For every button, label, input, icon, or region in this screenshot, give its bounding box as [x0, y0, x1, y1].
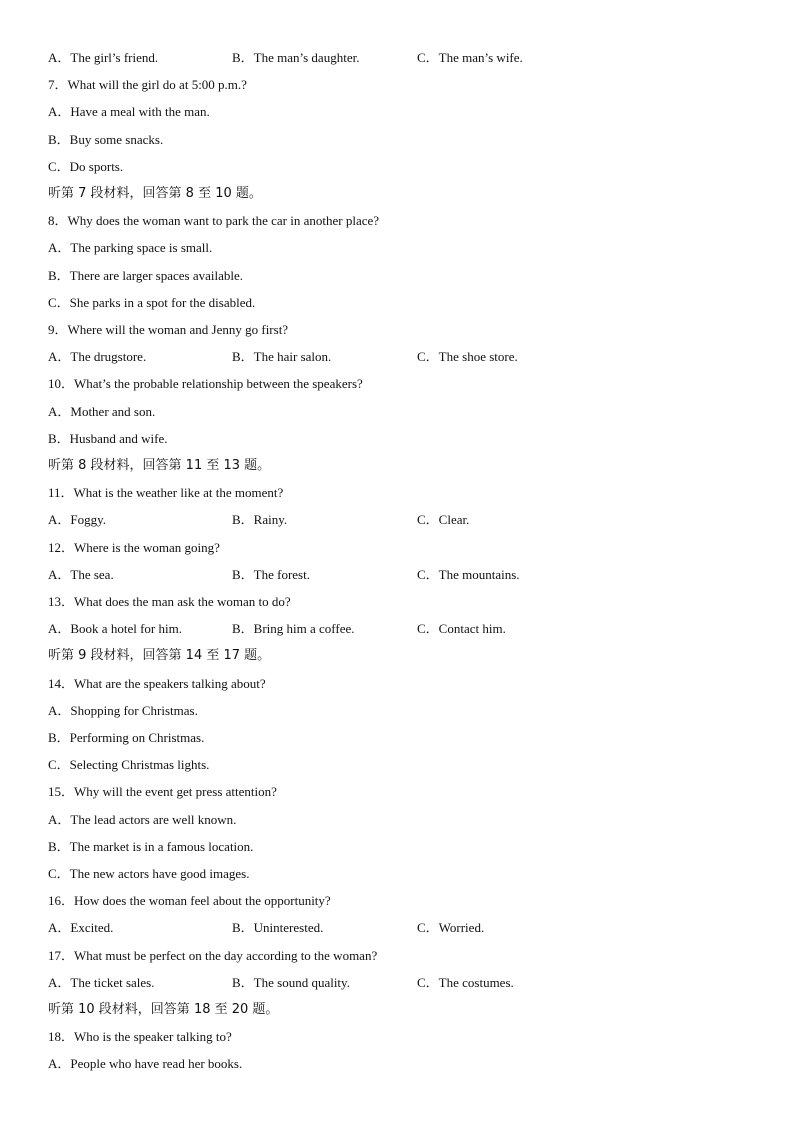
- option-c: C．The shoe store.: [417, 349, 518, 365]
- question-11: 11．What is the weather like at the moment?: [48, 485, 284, 501]
- option-b: B．The forest.: [232, 566, 310, 582]
- option-b: B．The hair salon.: [232, 349, 332, 365]
- question-9: 9．Where will the woman and Jenny go first?: [48, 322, 289, 337]
- option-line: B．Husband and wife.: [48, 430, 168, 446]
- option-line: C．The new actors have good images.: [48, 866, 250, 881]
- option-b: B．The sound quality.: [232, 974, 350, 990]
- option-b: B．Uninterested.: [232, 920, 324, 936]
- option-b: B．The man’s daughter.: [232, 50, 360, 65]
- question-10: 10．What’s the probable relationship between the speakers?: [48, 376, 363, 392]
- option-c: C．The costumes.: [417, 974, 514, 990]
- section-heading: 听第 7 段材料，回答第 8 至 10 题。: [48, 186, 262, 201]
- option-a: A．The sea.: [48, 566, 114, 582]
- option-c: C．Contact him.: [417, 621, 506, 637]
- option-a: A．Excited.: [48, 920, 114, 936]
- question-8: 8．Why does the woman want to park the car in another place?: [48, 213, 380, 229]
- option-b: B．Rainy.: [232, 512, 288, 528]
- option-c: C．The man’s wife.: [417, 50, 523, 65]
- question-15: 15．Why will the event get press attention?: [48, 784, 277, 800]
- option-a: A．Foggy.: [48, 512, 107, 528]
- option-line: C．Do sports.: [48, 158, 124, 174]
- option-line: B．Performing on Christmas.: [48, 730, 205, 745]
- option-a: A．The drugstore.: [48, 349, 147, 365]
- question-13: 13．What does the man ask the woman to do?: [48, 594, 291, 609]
- option-c: C．Clear.: [417, 512, 470, 528]
- option-line: C．Selecting Christmas lights.: [48, 757, 210, 773]
- section-heading: 听第 9 段材料，回答第 14 至 17 题。: [48, 648, 271, 664]
- option-line: B．The market is in a famous location.: [48, 838, 254, 854]
- section-heading: 听第 8 段材料，回答第 11 至 13 题。: [48, 458, 271, 473]
- option-a: A．The ticket sales.: [48, 974, 155, 990]
- option-line: A．The parking space is small.: [48, 240, 213, 256]
- question-12: 12．Where is the woman going?: [48, 539, 220, 555]
- option-line: B．There are larger spaces available.: [48, 267, 244, 283]
- section-heading: 听第 10 段材料，回答第 18 至 20 题。: [48, 1002, 279, 1017]
- option-c: C．Worried.: [417, 920, 485, 936]
- option-line: C．She parks in a spot for the disabled.: [48, 294, 256, 310]
- option-line: A．Shopping for Christmas.: [48, 702, 198, 718]
- option-line: B．Buy some snacks.: [48, 131, 164, 147]
- question-17: 17．What must be perfect on the day according to the woman?: [48, 947, 378, 963]
- option-a: A．The girl’s friend.: [48, 50, 159, 65]
- option-a: A．Book a hotel for him.: [48, 621, 182, 637]
- option-line: A．Mother and son.: [48, 403, 156, 419]
- option-line: A．People who have read her books.: [48, 1056, 243, 1072]
- option-line: A．The lead actors are well known.: [48, 811, 237, 827]
- option-c: C．The mountains.: [417, 566, 520, 582]
- question-14: 14．What are the speakers talking about?: [48, 675, 266, 691]
- question-7: 7．What will the girl do at 5:00 p.m.?: [48, 77, 247, 93]
- option-line: A．Have a meal with the man.: [48, 104, 210, 120]
- question-18: 18．Who is the speaker talking to?: [48, 1029, 232, 1045]
- question-16: 16．How does the woman feel about the opportunity?: [48, 893, 331, 909]
- option-b: B．Bring him a coffee.: [232, 621, 355, 637]
